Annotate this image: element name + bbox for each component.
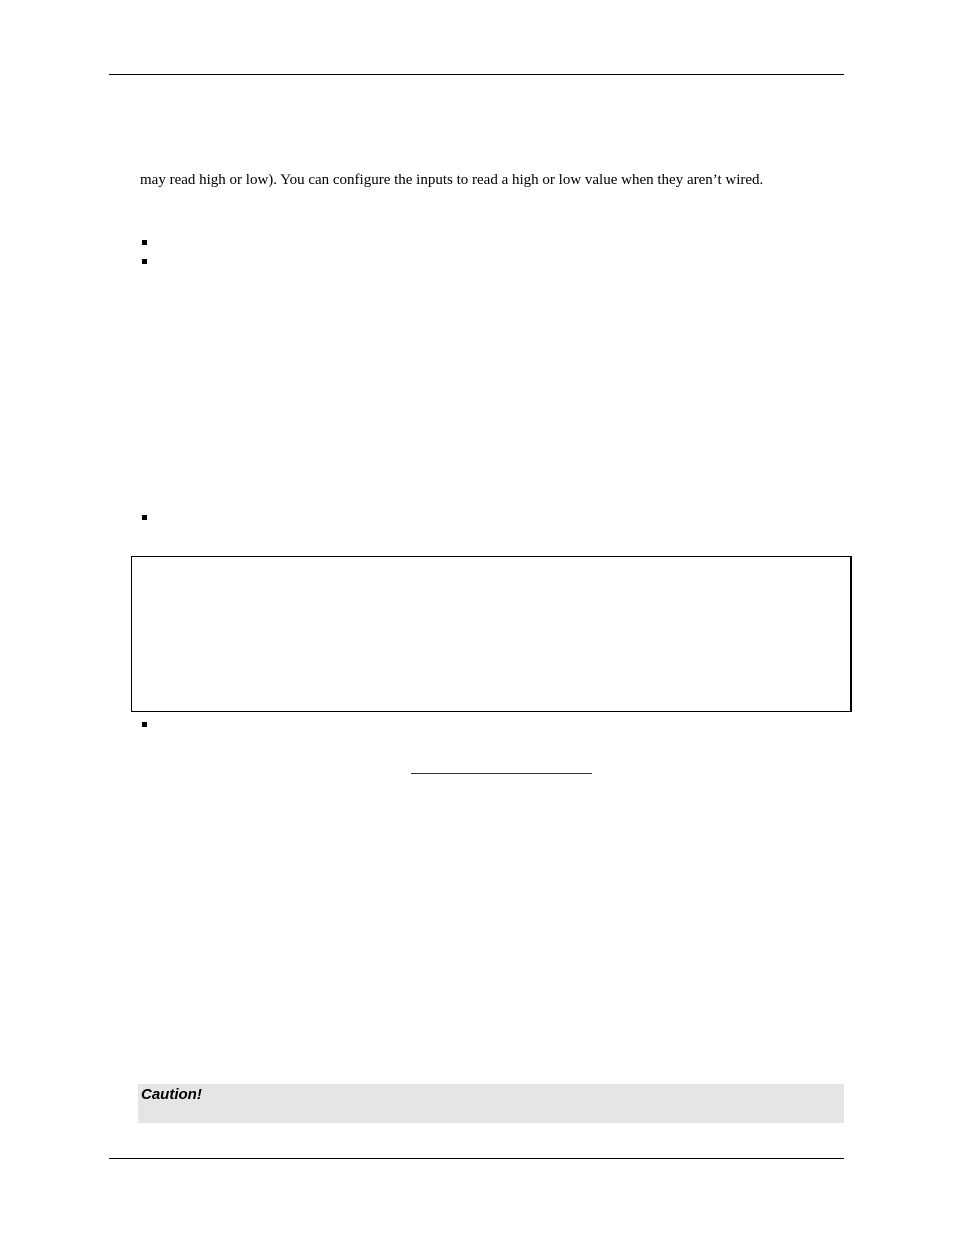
caution-note	[138, 1084, 844, 1123]
header-rule	[109, 74, 844, 75]
body-paragraph: may read high or low). You can configure the inputs to read a high or low value when they aren’t wired.	[140, 172, 764, 188]
hyperlink-underline[interactable]	[411, 773, 592, 774]
list-bullet	[142, 722, 147, 727]
list-bullet	[142, 515, 147, 520]
list-bullet	[142, 240, 147, 245]
bordered-figure-box	[131, 556, 852, 712]
caution-label: Caution!	[141, 1086, 202, 1103]
footer-rule	[109, 1158, 844, 1159]
list-bullet	[142, 259, 147, 264]
